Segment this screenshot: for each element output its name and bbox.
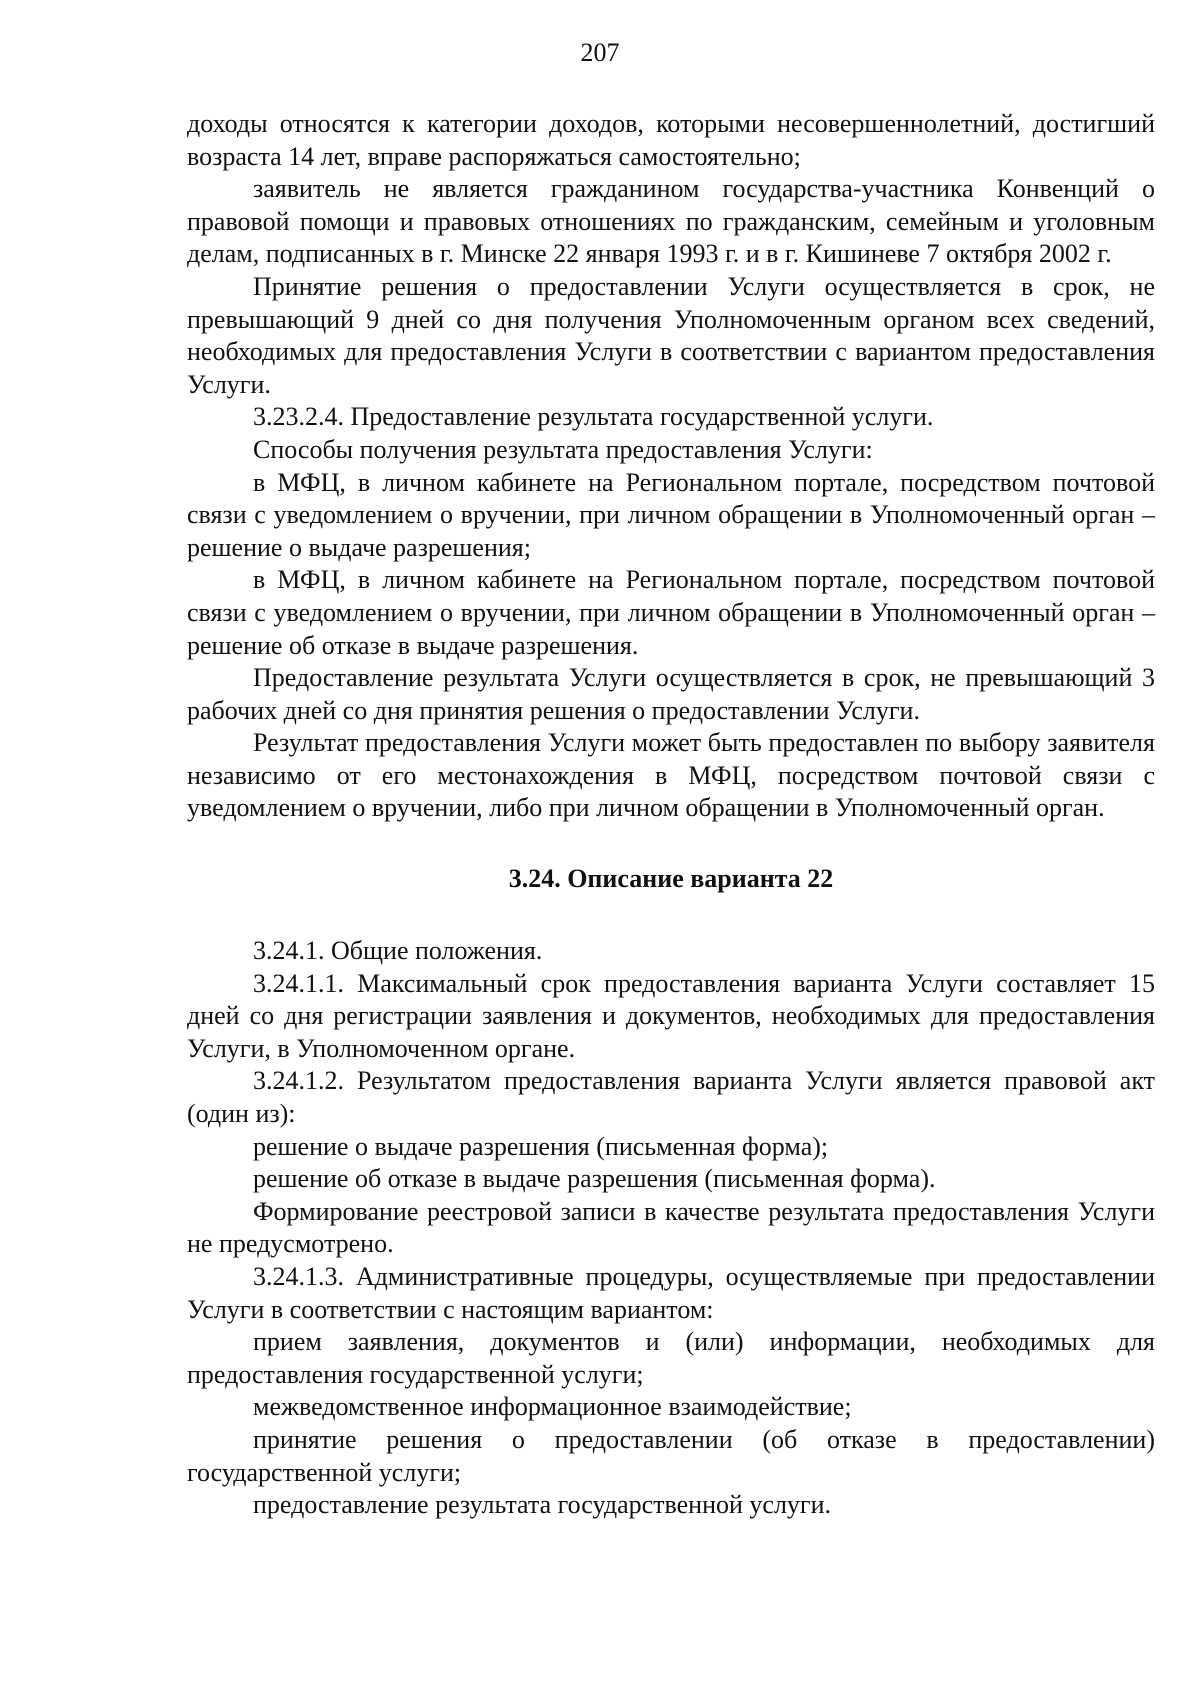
paragraph: в МФЦ, в личном кабинете на Региональном портале, посредством почтовой связи с уведомлением о вручении, при личном обращении в Уполномоченный орган – решение о выдаче разрешения; — [187, 467, 1155, 562]
paragraph: Предоставление результата Услуги осуществляется в срок, не превышающий 3 рабочих дней со дня принятия решения о предоставлении Услуги. — [187, 663, 1155, 725]
paragraph: межведомственное информационное взаимодействие; — [253, 1392, 852, 1422]
paragraph: 3.24.1.3. Административные процедуры, осуществляемые при предоставлении Услуги в соответствии с настоящим вариантом: — [187, 1262, 1155, 1324]
document-body — [187, 108, 1155, 1522]
paragraph: Результат предоставления Услуги может быть предоставлен по выбору заявителя независимо от его местонахождения в МФЦ, посредством почтовой связи с уведомлением о вручении, либо при личном обращении в Уполномоченный орган. — [187, 728, 1155, 823]
paragraph: 3.24.1.1. Максимальный срок предоставления варианта Услуги составляет 15 дней со дня регистрации заявления и документов, необходимых для предоставления Услуги, в Уполномоченном органе. — [187, 968, 1155, 1063]
page-number: 207 — [580, 38, 620, 67]
section-heading: 3.24. Описание варианта 22 — [508, 864, 834, 894]
paragraph: 3.23.2.4. Предоставление результата государственной услуги. — [253, 402, 934, 432]
paragraph: заявитель не является гражданином государства-участника Конвенций о правовой помощи и правовых отношениях по гражданским, семейным и уголовным делам, подписанных в г. Минске 22 января 1993 г. и в г. Кишиневе 7 октября 2002 г. — [187, 174, 1155, 269]
paragraph: предоставление результата государственной услуги. — [253, 1490, 832, 1520]
paragraph: принятие решения о предоставлении (об отказе в предоставлении) государственной услуги; — [187, 1424, 1155, 1487]
paragraph: 3.24.1.2. Результатом предоставления варианта Услуги является правовой акт (один из): — [187, 1066, 1155, 1129]
paragraph: решение о выдаче разрешения (письменная форма); — [253, 1131, 829, 1161]
paragraph: Способы получения результата предоставления Услуги: — [253, 434, 873, 464]
paragraph: прием заявления, документов и (или) информации, необходимых для предоставления государственной услуги; — [187, 1327, 1155, 1389]
paragraph: Формирование реестровой записи в качестве результата предоставления Услуги не предусмотрено. — [187, 1196, 1155, 1259]
paragraph: 3.24.1. Общие положения. — [253, 936, 543, 966]
paragraph: Принятие решения о предоставлении Услуги осуществляется в срок, не превышающий 9 дней со дня получения Уполномоченным органом всех сведений, необходимых для предоставления Услуги в соответствии с вариантом предоставления Услуги. — [187, 271, 1155, 399]
paragraph: решение об отказе в выдаче разрешения (письменная форма). — [253, 1164, 936, 1194]
paragraph: в МФЦ, в личном кабинете на Региональном портале, посредством почтовой связи с уведомлением о вручении, при личном обращении в Уполномоченный орган – решение об отказе в выдаче разрешения. — [187, 565, 1155, 660]
paragraph: доходы относятся к категории доходов, которыми несовершеннолетний, достигший возраста 14 лет, вправе распоряжаться самостоятельно; — [187, 109, 1155, 171]
